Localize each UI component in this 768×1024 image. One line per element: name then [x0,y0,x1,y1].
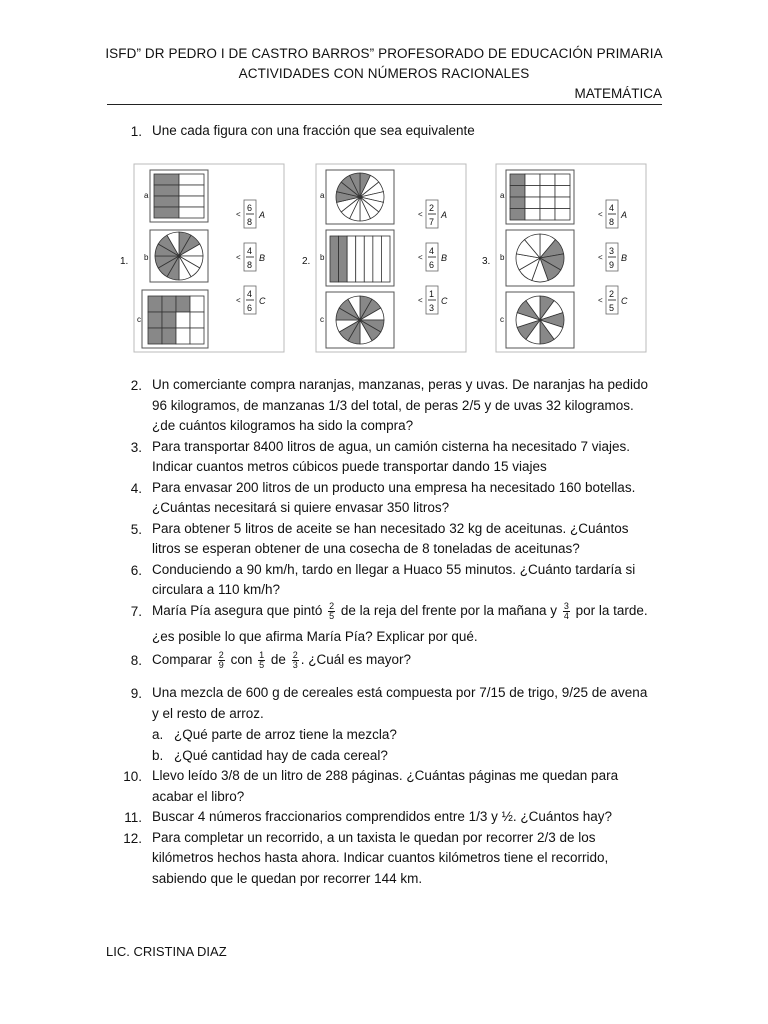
option-numerator: 6 [247,203,253,213]
fraction-figure [112,160,672,356]
row-letter-c: c [137,315,141,324]
option-connector: < [236,253,241,262]
grid-cell [510,174,525,186]
option-numerator: 4 [247,289,253,299]
grid-cell [154,185,179,196]
q7-line2: ¿es posible lo que afirma María Pía? Explicar por qué. [152,629,478,644]
row-letter-b: b [320,253,325,262]
row-letter-a: a [320,191,325,200]
option-connector: < [418,210,423,219]
grid-cell [555,197,570,209]
question-text-line: sabiendo que le quedan por recorrer 144 km. [152,870,423,886]
q7-f2-num: 3 [563,600,569,611]
grid-cell [179,207,204,218]
option-letter: C [259,296,266,306]
option-numerator: 2 [429,203,435,213]
q7-f1-num: 2 [329,600,335,611]
row-letter-a: a [500,191,505,200]
question-text-line: acabar el libro? [152,788,245,804]
header-title: ACTIVIDADES CON NÚMEROS RACIONALES [238,66,530,81]
option-connector: < [598,210,603,219]
option-denominator: 8 [609,217,615,227]
question-text-line: circulara a 110 km/h? [152,582,281,597]
grid-cell [176,312,190,328]
q8-text [152,650,672,671]
question-number: 12. [123,830,142,846]
question-text-line: Buscar 4 números fraccionarios comprendidos entre 1/3 y ½. ¿Cuántos hay? [152,809,612,824]
question-number: 3. [130,439,142,455]
option-numerator: 3 [609,246,615,256]
option-letter: C [441,296,448,306]
q8-part-d: . ¿Cuál es mayor? [300,652,412,667]
grid-cell [179,185,204,196]
q8-f2-num: 1 [259,649,265,660]
q8-fraction-1 [218,651,225,670]
option-denominator: 6 [247,303,253,313]
grid-cell [525,209,540,221]
grid-cell [162,328,176,344]
grid-cell [162,296,176,312]
grid-cell [179,174,204,185]
grid-cell [347,236,356,282]
header-subject: MATEMÁTICA [574,86,662,101]
grid-cell [555,209,570,221]
question-number: 11. [124,810,142,825]
q7-f2-den: 4 [563,610,569,621]
grid-cell [510,209,525,221]
q8-part-c: de [270,652,286,667]
grid-cell [154,207,179,218]
question-text-line: Llevo leído 3/8 de un litro de 288 páginas. ¿Cuántas páginas me quedan para [152,768,619,783]
option-letter: A [441,210,448,220]
option-connector: < [236,210,241,219]
option-letter: B [621,253,628,263]
grid-cell [510,186,525,198]
option-letter: B [441,253,448,263]
q8-f1-den: 9 [218,659,224,670]
q7-part-c: por la tarde. [575,603,648,618]
grid-cell [540,197,555,209]
q9-sub-a [152,725,672,746]
option-numerator: 4 [609,203,615,213]
q7-fraction-1 [328,602,335,621]
q9-sub-b-text: ¿Qué cantidad hay de cada cereal? [174,748,388,763]
question-text-line: ¿Cuántas necesitará si quiere envasar 350 litros? [152,500,450,515]
question-number: 5. [130,521,142,537]
q7-fraction-2 [563,602,570,621]
grid-cell [148,328,162,344]
q9-sub-b-label: b. [152,748,164,763]
grid-cell [525,186,540,198]
grid-cell [555,174,570,186]
option-letter: C [621,296,628,306]
q8-part-a: Comparar [152,652,213,667]
q9-number: 9. [130,686,142,701]
q9-sub-a-text: ¿Qué parte de arroz tiene la mezcla? [174,727,397,742]
q9-sub-a-label: a. [152,727,164,742]
option-denominator: 5 [609,303,615,313]
q8-f3-num: 2 [292,649,298,660]
question-text-line: Conduciendo a 90 km/h, tardo en llegar a Huaco 55 minutos. ¿Cuánto tardaría si [152,561,636,577]
q7-f1-den: 5 [329,610,335,621]
footer-author: LIC. CRISTINA DIAZ [106,944,227,959]
question-text-line: Para envasar 200 litros de un producto una empresa ha necesitado 160 botellas. [152,479,636,495]
grid-cell [364,236,373,282]
grid-cell [154,174,179,185]
option-connector: < [418,253,423,262]
grid-cell [190,328,204,344]
option-letter: A [621,210,628,220]
grid-cell [555,186,570,198]
option-numerator: 4 [429,246,435,256]
grid-cell [525,174,540,186]
q8-fraction-2 [258,651,265,670]
q8-part-b: con [230,652,253,667]
grid-cell [373,236,382,282]
grid-cell [176,296,190,312]
option-connector: < [236,296,241,305]
option-connector: < [418,296,423,305]
row-letter-a: a [144,191,149,200]
option-denominator: 7 [429,217,435,227]
q8-fraction-3 [292,651,299,670]
grid-cell [176,328,190,344]
question-text-line: Para transportar 8400 litros de agua, un camión cisterna ha necesitado 7 viajes. [152,438,631,454]
q9-line1: Una mezcla de 600 g de cereales está compuesta por 7/15 de trigo, 9/25 de avena [152,685,648,700]
row-letter-c: c [500,315,504,324]
question-text-line: ¿de cuántos kilogramos ha sido la compra? [152,418,414,433]
question-text-line: Indicar cuantos metros cúbicos puede transportar dando 15 viajes [152,459,547,474]
question-text-line: litros se esperan obtener de una cosecha de 8 toneladas de aceitunas? [152,541,580,556]
row-letter-b: b [500,253,505,262]
header-rule [107,104,662,105]
grid-cell [525,197,540,209]
grid-cell [356,236,365,282]
q9-line2: y el resto de arroz. [152,706,264,721]
grid-cell [162,312,176,328]
question-number: 6. [130,562,142,578]
grid-cell [381,236,390,282]
q1-text: Une cada figura con una fracción que sea equivalente [152,123,475,138]
question-number: 4. [130,480,142,496]
q7-number: 7. [130,604,142,619]
q8-f2-den: 5 [259,659,265,670]
header-institution: ISFD” DR PEDRO I DE CASTRO BARROS” PROFESORADO DE EDUCACIÓN PRIMARIA [105,46,663,61]
q8-number: 8. [130,653,142,668]
grid-cell [179,196,204,207]
option-denominator: 8 [247,217,253,227]
grid-cell [154,196,179,207]
option-denominator: 9 [609,260,615,270]
panel-number: 2. [302,256,311,267]
grid-cell [190,296,204,312]
grid-cell [510,197,525,209]
grid-cell [148,312,162,328]
question-text-line: Un comerciante compra naranjas, manzanas, peras y uvas. De naranjas ha pedido [152,377,649,392]
option-letter: B [259,253,266,263]
fraction-figure-svg [112,160,672,356]
question-text-line: kilómetros hechos hasta ahora. Indicar cuantos kilómetros tiene el recorrido, [152,850,609,865]
option-numerator: 1 [429,289,435,299]
q1-number: 1. [130,124,142,139]
option-numerator: 2 [609,289,615,299]
q7-part-b: de la reja del frente por la mañana y [340,603,558,618]
grid-cell [339,236,348,282]
q8-f3-den: 3 [292,659,298,670]
option-numerator: 4 [247,246,253,256]
q7-part-a: María Pía asegura que pintó [152,603,323,618]
panel-number: 3. [482,256,491,267]
option-connector: < [598,253,603,262]
row-letter-c: c [320,315,324,324]
option-denominator: 8 [247,260,253,270]
grid-cell [330,236,339,282]
option-denominator: 6 [429,260,435,270]
option-connector: < [598,296,603,305]
q9-sub-b [152,746,672,767]
question-number: 10. [123,769,142,784]
grid-cell [540,174,555,186]
grid-cell [540,209,555,221]
panel-number: 1. [120,256,129,267]
grid-cell [540,186,555,198]
row-letter-b: b [144,253,149,262]
q7-text [152,601,672,622]
question-text-line: 96 kilogramos, de manzanas 1/3 del total, de peras 2/5 y de uvas 32 kilogramos. [152,397,634,413]
question-text-line: Para completar un recorrido, a un taxista le quedan por recorrer 2/3 de los [152,829,596,845]
question-number: 2. [130,378,142,393]
grid-cell [148,296,162,312]
grid-cell [190,312,204,328]
option-denominator: 3 [429,303,435,313]
option-letter: A [259,210,266,220]
question-text-line: Para obtener 5 litros de aceite se han necesitado 32 kg de aceitunas. ¿Cuántos [152,520,629,536]
q8-f1-num: 2 [218,649,224,660]
